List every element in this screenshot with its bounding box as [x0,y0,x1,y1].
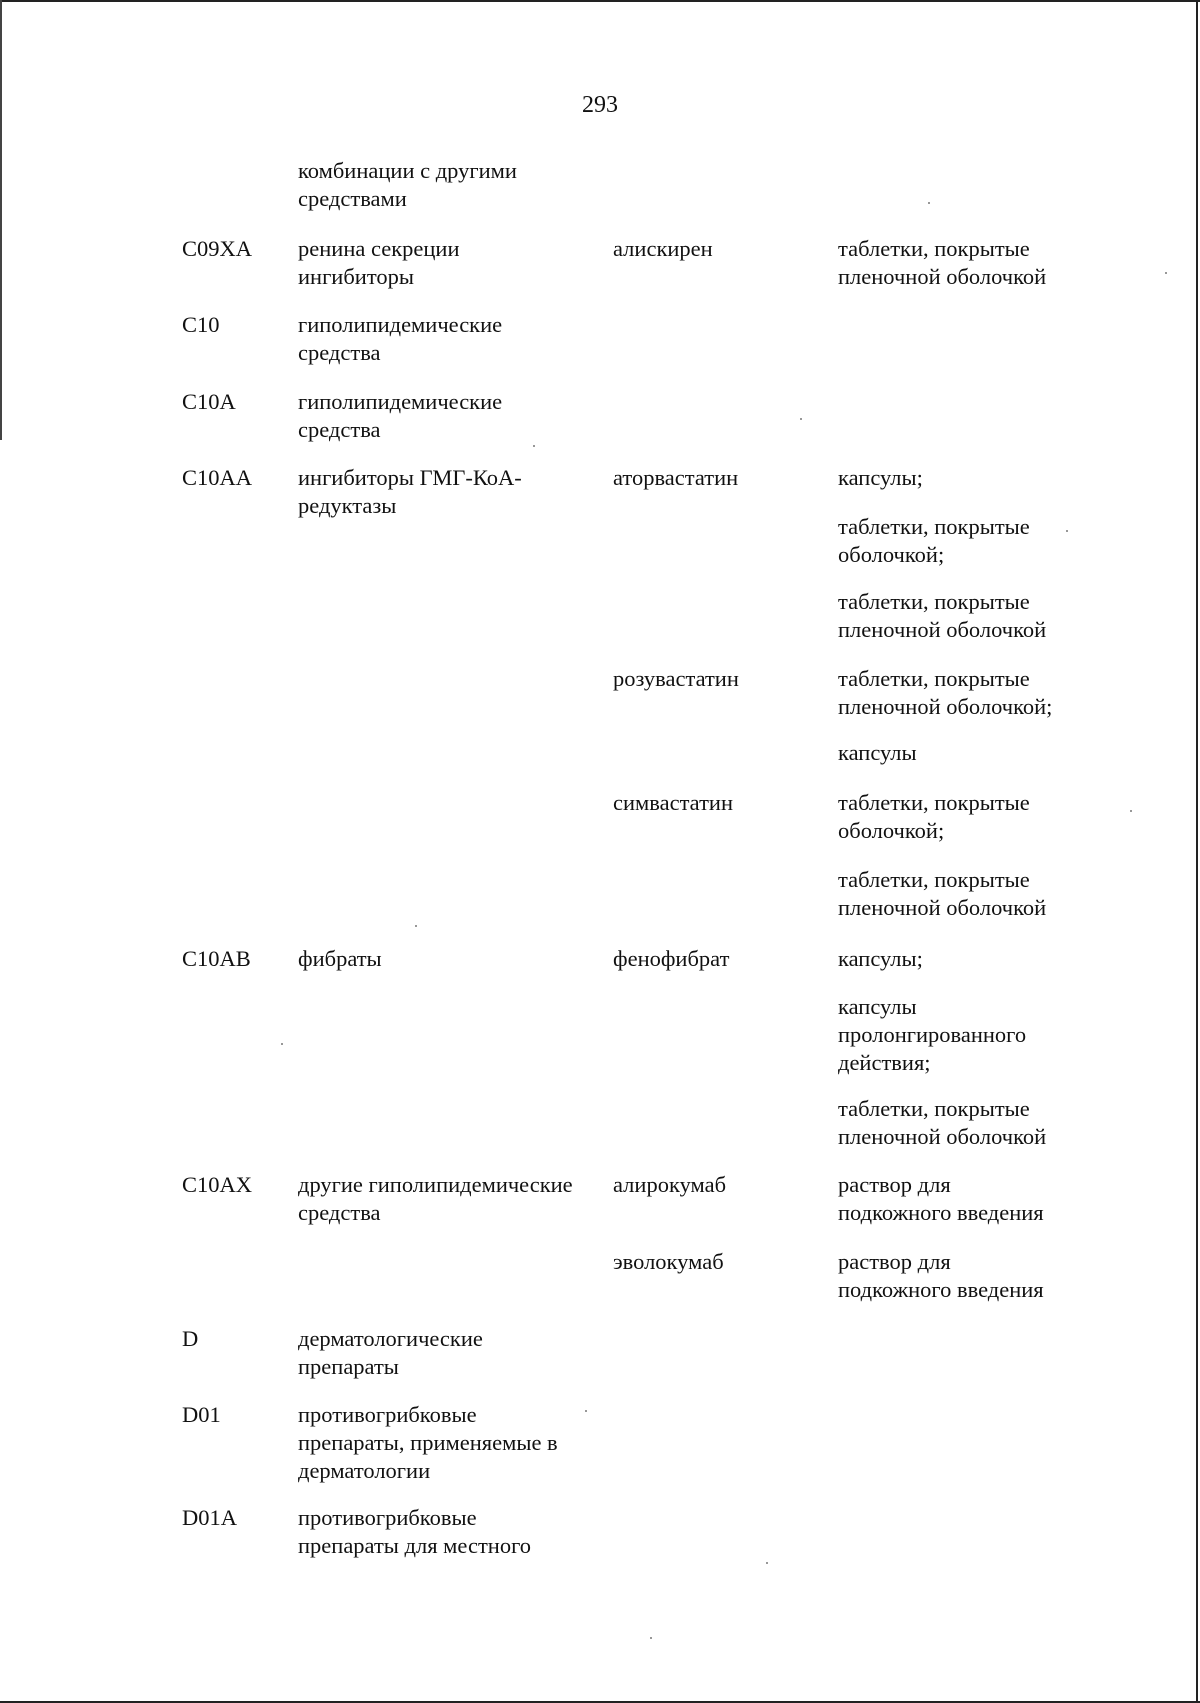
atc-code: D01A [182,1505,237,1530]
dosage-form: таблетки, покрытые оболочкой; [838,514,1030,567]
group-name: противогрибковые препараты, применяемые в дерматологии [298,1402,558,1483]
group-name: другие гиполипидемические средства [298,1172,573,1225]
atc-code: C10 [182,312,220,337]
scan-border-top [0,0,1200,2]
atc-code: C10AA [182,465,253,490]
scan-speck [585,1410,587,1412]
group-name: ингибиторы ГМГ-КоА- редуктазы [298,465,522,518]
scan-speck [1165,272,1167,274]
dosage-form: капсулы [838,740,917,765]
scan-speck [533,445,535,447]
group-name: гиполипидемические средства [298,389,503,442]
scan-border-left [0,0,2,440]
dosage-form: таблетки, покрытые пленочной оболочкой [838,236,1047,289]
scan-border-right [1196,0,1198,1703]
substance-name: алирокумаб [613,1172,727,1197]
scan-speck [650,1637,652,1639]
group-name: фибраты [298,946,382,971]
group-name: противогрибковые препараты для местного [298,1505,531,1558]
atc-code: C10A [182,389,236,414]
atc-code: C09XA [182,236,253,261]
dosage-form: таблетки, покрытые пленочной оболочкой [838,867,1047,920]
dosage-form: раствор для подкожного введения [838,1172,1044,1225]
atc-code: C10AX [182,1172,253,1197]
atc-code: D01 [182,1402,221,1427]
substance-name: розувастатин [613,666,739,691]
atc-code: D [182,1326,199,1351]
atc-code: C10AB [182,946,251,971]
group-name: гиполипидемические средства [298,312,503,365]
group-name: ренина секреции ингибиторы [298,236,460,289]
scan-speck [1066,530,1068,532]
scan-speck [415,925,417,927]
page-number: 293 [582,92,618,118]
dosage-form: капсулы пролонгированного действия; [838,994,1027,1075]
scan-speck [928,202,930,204]
substance-name: эволокумаб [613,1249,724,1274]
scan-speck [281,1043,283,1045]
scan-speck [766,1562,768,1564]
dosage-form: таблетки, покрытые оболочкой; [838,790,1030,843]
substance-name: фенофибрат [613,946,730,971]
dosage-form: таблетки, покрытые пленочной оболочкой; [838,666,1053,719]
dosage-form: таблетки, покрытые пленочной оболочкой [838,1096,1047,1149]
dosage-form: таблетки, покрытые пленочной оболочкой [838,589,1047,642]
dosage-form: раствор для подкожного введения [838,1249,1044,1302]
scan-speck [1130,810,1132,812]
group-name: дерматологические препараты [298,1326,483,1379]
substance-name: симвастатин [613,790,733,815]
substance-name: алискирен [613,236,713,261]
dosage-form: капсулы; [838,465,923,490]
scan-speck [800,418,802,420]
continuation-text: комбинации с другими средствами [298,158,517,211]
substance-name: аторвастатин [613,465,739,490]
dosage-form: капсулы; [838,946,923,971]
